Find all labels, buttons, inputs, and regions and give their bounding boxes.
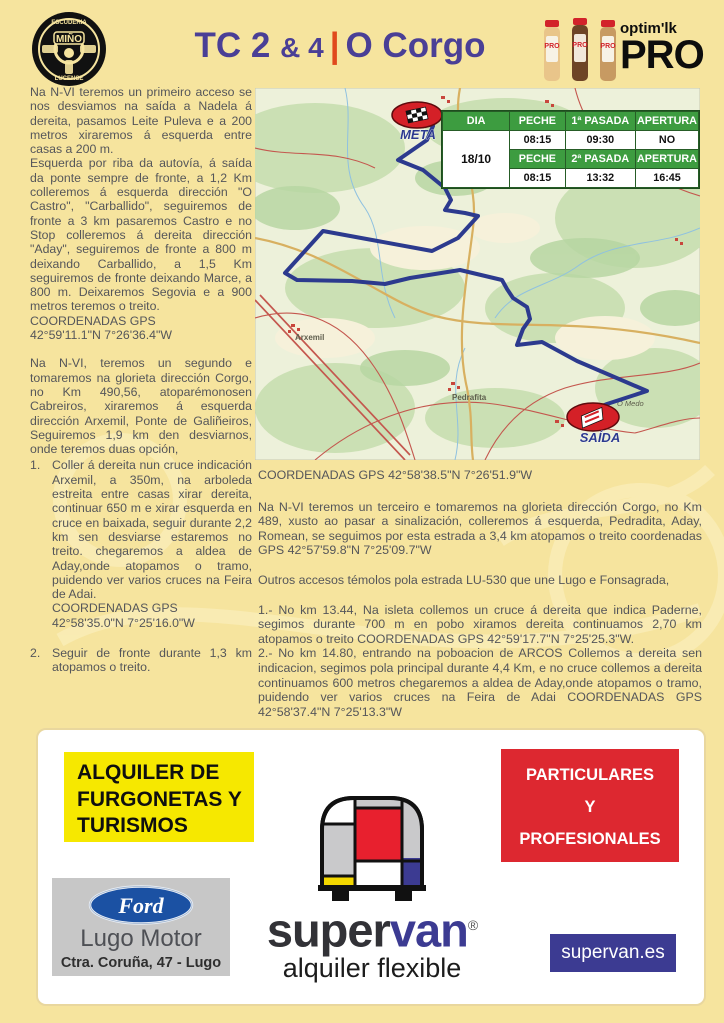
particulares-line: PARTICULARES	[525, 766, 655, 784]
map-label-arxemil: Arxemil	[295, 333, 325, 342]
access3-paragraph: Na N-VI teremos un terceiro e tomaremos na glorieta dirección Corgo, no Km 489, xusto ao pasar a sinalización, colleremos á esquerda, Pedradita, Aday, Romean, se seguimos por esta estrada a 3,4 km atopamos o treito coordenadas GPS 42°57'59.8"N 7°25'09.7"W	[258, 499, 702, 558]
supervan-van-illustration	[308, 786, 436, 906]
ford-dealer-address: Ctra. Coruña, 47 - Lugo	[60, 955, 222, 971]
right-text-column	[258, 468, 702, 734]
supervan-word-super: super	[266, 903, 390, 957]
particulares-banner	[501, 749, 679, 862]
map-gps-caption: COORDENADAS GPS 42°58'38.5"N 7°26'51.9"W	[258, 468, 533, 482]
schedule-table	[442, 111, 699, 188]
other-access-1: 1.- No km 13.44, Na isleta collemos un cruce á dereita que indica Paderne, segimos durante 700 m en pobo xiramos dereita continuamos 2,70 km atopamos o treito COORDENADAS GPS 42°59'17.7"N 7°25'25.3"W.	[258, 602, 702, 646]
col-peche-2: PECHE	[510, 150, 565, 169]
map-label-pedrafita: Pedrafita	[452, 393, 487, 402]
ford-dealer-name: Lugo Motor	[80, 925, 202, 952]
schedule-row-1	[443, 131, 699, 150]
cell-pasada-1: 09:30	[565, 131, 635, 150]
sponsor-brand-pro: PRO	[620, 33, 704, 77]
particulares-line: PROFESIONALES	[519, 830, 661, 848]
supervan-logo	[186, 902, 558, 982]
cell-peche-2: 08:15	[510, 169, 565, 188]
cell-pasada-2: 13:32	[565, 169, 635, 188]
sponsor-logo-optimlk-pro	[620, 20, 710, 77]
cell-peche-1: 08:15	[510, 131, 565, 150]
access1-gps-label: COORDENADAS GPS	[30, 313, 156, 328]
alquiler-line: TURISMOS	[77, 814, 188, 837]
col-pasada1: 1ª PASADA	[565, 112, 635, 131]
col-dia: DIA	[443, 112, 510, 131]
col-peche: PECHE	[510, 112, 565, 131]
access1-paragraph: Na N-VI teremos un primeiro acceso se nos desviamos na saída a Nadela á dereita, pasamos Leite Puleva e a 200 metros xiraremos á esquerda entre casas a 200 m.	[30, 85, 252, 157]
other-access-2: 2.- No km 14.80, entrando na poboacion de ARCOS Collemos a dereita sen indicacion, segimos pola principal durante 4,4 Km, e no cruce collemos a dereita continuamos 600 metros chegaremos a aldea de Aday,onde atopamos o tramo, puidendo ver varios cruces na Feira de Adai COORDENADAS GPS 42°58'37.4"N 7°25'13.3"W	[258, 646, 702, 719]
stage-code: TC 2	[194, 26, 281, 65]
left-text-column	[30, 85, 252, 675]
col-pasada2: 2ª PASADA	[565, 150, 635, 169]
access2-paragraph: Na N-VI, teremos un segundo e tomaremos na glorieta dirección Corgo, no Km 490,56, atoparémonosen Cabreiros, xiraremos á esquerda dirección Arxemil, Ponte de Galiñeiros, Seguiremos 1,9 km den desviarnos, onde teremos duas opción,	[30, 356, 252, 457]
alquiler-line: FURGONETAS Y	[77, 787, 242, 811]
club-logo-arc-top: ESCUDERIA	[51, 20, 87, 26]
saida-label: SAÍDA	[579, 430, 621, 445]
access1-paragraph-2: Esquerda por riba da autovía, á saída da ponte sempre de fronte, a 1,2 Km colleremos á esquerda dirección "O Castro", "Carballido", seguiremos de fronte a 3 km pasaremos Castro e no Stop colleremos á dereita dirección "Aday", seguiremos de fronte a 800 m deixando Carballido, a 1,5 Km seguiremos de fronte deixando Marce, a 800 m. Deixaremos Segovia e a 900 metros teremos o treito.	[30, 156, 252, 314]
meta-marker	[392, 102, 442, 142]
ford-logo-text: Ford	[118, 893, 164, 918]
sponsor-bottles-image	[541, 16, 619, 88]
option-number: 2.	[30, 645, 41, 660]
access2-option-2	[30, 646, 252, 675]
svg-text:PRO: PRO	[544, 43, 560, 50]
cell-date: 18/10	[443, 131, 510, 188]
option-text: Seguir de fronte durante 1,3 km atopamos o treito.	[52, 645, 252, 675]
cell-apertura-1: NO	[636, 131, 699, 150]
registered-mark: ®	[467, 917, 478, 933]
supervan-tagline: alquiler flexible	[282, 952, 462, 983]
option-gps-value: 42°58'35.0"N 7°25'16.0"W	[52, 615, 195, 630]
alquiler-banner	[64, 752, 254, 842]
cell-apertura-2: 16:45	[636, 169, 699, 188]
svg-text:PRO: PRO	[600, 43, 616, 50]
other-access-intro: Outros accesos témolos pola estrada LU-530 que une Lugo e Fonsagrada,	[258, 572, 670, 587]
meta-label: META	[400, 127, 436, 142]
particulares-line: Y	[584, 798, 596, 816]
supervan-url: supervan.es	[561, 942, 665, 963]
stage-code-amp: & 4	[280, 32, 324, 63]
ford-logo	[88, 885, 194, 925]
map-label-o-medo: O Medo	[617, 399, 644, 408]
stage-map	[255, 88, 700, 460]
supervan-word-van: van	[389, 903, 468, 957]
page-title	[130, 26, 550, 66]
sponsor-brand: optim'lk	[620, 20, 677, 37]
club-logo-escuderia-mino	[30, 10, 108, 88]
access1-gps-value: 42°59'11.1"N 7°26'36.4"W	[30, 328, 172, 343]
svg-text:PRO: PRO	[572, 42, 588, 49]
sponsor-panel-supervan	[36, 728, 706, 1006]
access2-option-1	[30, 458, 252, 630]
alquiler-line: ALQUILER DE	[77, 761, 220, 784]
option-number: 1.	[30, 458, 41, 473]
supervan-url-box	[550, 934, 676, 972]
col-apertura: APERTURA	[636, 112, 699, 131]
club-logo-arc-bottom: LUCENSE	[54, 76, 84, 82]
title-separator: |	[329, 26, 340, 65]
option-gps-label: COORDENADAS GPS	[52, 601, 178, 616]
schedule-header-row-1	[443, 112, 699, 131]
option-text: Coller á dereita nun cruce indicación Arxemil, a 350m, na arboleda estreita entre casas xirar dereita, continuar 650 m e xirar esquerda en cruce en baixada, seguir durante 2,2 km sen desviarse estaremos no treito. chegaremos a aldea de Aday,onde atopamos o tramo, puidendo ver varios cruces na Feira de Adai.	[52, 458, 252, 602]
col-apertura-2: APERTURA	[636, 150, 699, 169]
club-logo-name: MIÑO	[55, 34, 83, 45]
stage-name: O Corgo	[345, 26, 486, 65]
